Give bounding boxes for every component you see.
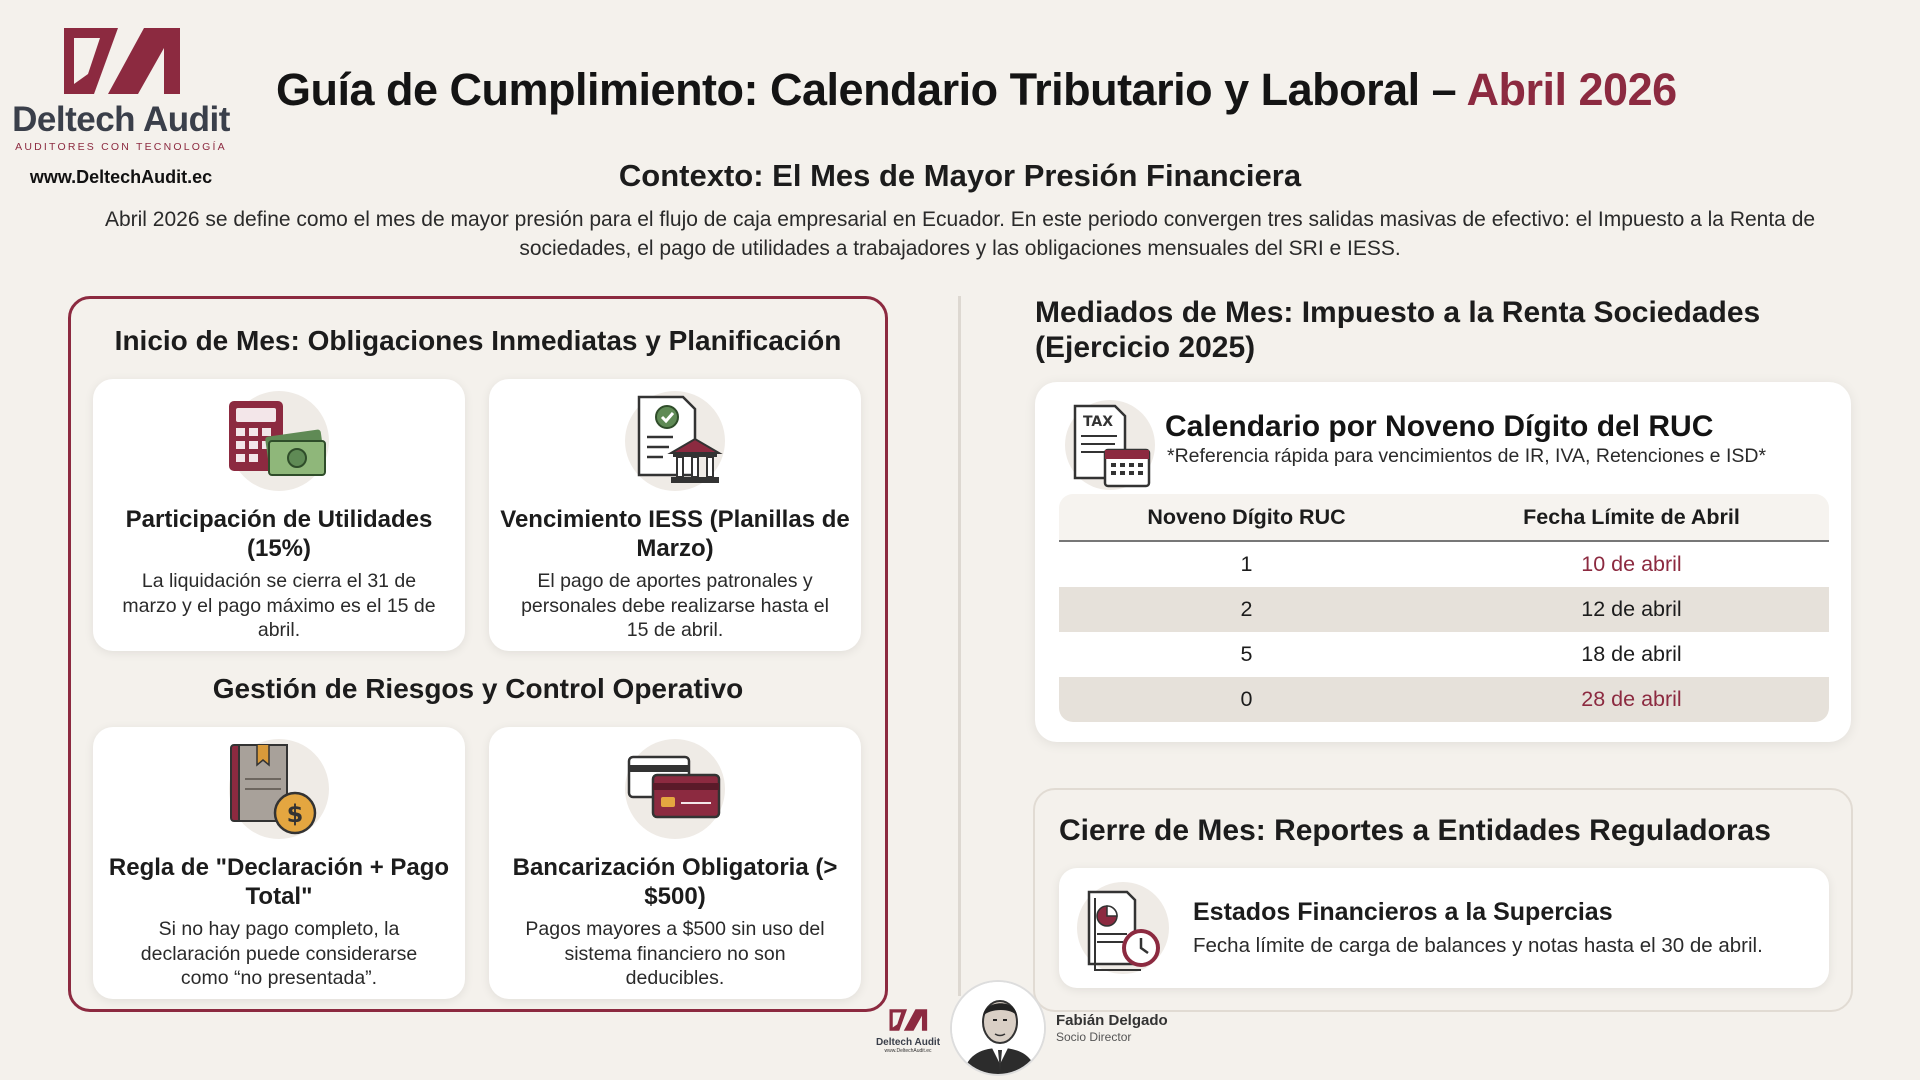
card-title: Bancarización Obligatoria (> $500) (512, 854, 838, 910)
avatar (950, 980, 1046, 1076)
svg-text:TAX: TAX (1082, 414, 1114, 430)
card-title: Regla de "Declaración + Pago Total" (108, 854, 450, 910)
book-coin-icon (229, 739, 329, 839)
card-text: Si no hay pago completo, la declaración puede considerarse como “no presentada”. (140, 918, 418, 989)
table-row (1059, 632, 1829, 677)
page-title (276, 64, 1677, 116)
card-declaracion (93, 727, 465, 999)
close-section-title: Cierre de Mes: Reportes a Entidades Reguladoras (1059, 814, 1771, 847)
table-row (1059, 587, 1829, 632)
column-header: Noveno Dígito RUC (1147, 504, 1346, 529)
page-title-main: Guía de Cumplimiento: Calendario Tributario y Laboral – (276, 64, 1467, 115)
tax-calendar-icon (1065, 400, 1155, 490)
card-text: La liquidación se cierra el 31 de marzo y el pago máximo es el 15 de abril. (122, 570, 436, 641)
footer-signature (870, 978, 1230, 1078)
supercias-card-title: Estados Financieros a la Supercias (1193, 898, 1613, 926)
table-cell-date: 10 de abril (1581, 552, 1682, 576)
person-name: Fabián Delgado (1056, 1012, 1168, 1029)
card-text: El pago de aportes patronales y personales debe realizarse hasta el 15 de abril. (521, 570, 829, 641)
document-bank-icon (625, 391, 725, 491)
table-cell-date: 28 de abril (1581, 687, 1682, 711)
card-title: Participación de Utilidades (15%) (125, 506, 433, 562)
calculator-money-icon (229, 391, 329, 491)
card-utilidades (93, 379, 465, 651)
brand-url[interactable]: www.DeltechAudit.ec (29, 167, 213, 187)
ruc-table (1059, 494, 1829, 722)
context-title: Contexto: El Mes de Mayor Presión Financiera (618, 158, 1302, 193)
ruc-card-title: Calendario por Noveno Dígito del RUC (1165, 410, 1714, 443)
card-iess (489, 379, 861, 651)
report-clock-icon (1077, 882, 1169, 974)
ruc-card-subtitle: *Referencia rápida para vencimientos de IR, IVA, Retenciones e ISD* (1167, 445, 1767, 467)
table-cell-digit: 1 (1240, 552, 1253, 576)
table-header (1059, 494, 1829, 542)
card-bancarizacion (489, 727, 861, 999)
deltech-logo-icon (888, 1008, 928, 1032)
supercias-card-text: Fecha límite de carga de balances y notas hasta el 30 de abril. (1193, 934, 1763, 957)
table-cell-digit: 2 (1240, 597, 1253, 621)
card-title: Vencimiento IESS (Planillas de Marzo) (500, 506, 850, 562)
table-cell-digit: 0 (1240, 687, 1253, 711)
column-header: Fecha Límite de Abril (1523, 504, 1740, 529)
table-cell-digit: 5 (1240, 642, 1253, 666)
column-divider (958, 296, 961, 996)
brand-name: Deltech Audit (12, 100, 230, 139)
supercias-card (1059, 868, 1829, 988)
ruc-calendar-card (1035, 382, 1851, 742)
mid-section-title: Mediados de Mes: Impuesto a la Renta Sociedades (Ejercicio 2025) (1035, 296, 1761, 364)
deltech-logo-icon (60, 24, 182, 98)
table-cell-date: 18 de abril (1581, 642, 1682, 666)
credit-cards-icon (625, 739, 725, 839)
table-row (1059, 542, 1829, 587)
footer-logo-url: www.DeltechAudit.ec (884, 1048, 932, 1054)
svg-text:$: $ (286, 800, 304, 828)
section-title-inicio: Inicio de Mes: Obligaciones Inmediatas y Planificación (114, 325, 842, 356)
footer-logo (872, 1008, 944, 1054)
left-panel (68, 296, 888, 1012)
brand-tagline: AUDITORES CON TECNOLOGÍA (15, 141, 227, 153)
person-role: Socio Director (1056, 1030, 1132, 1044)
page-title-accent: Abril 2026 (1466, 64, 1677, 115)
card-text: Pagos mayores a $500 sin uso del sistema financiero no son deducibles. (525, 918, 825, 989)
section-title-riesgos: Gestión de Riesgos y Control Operativo (212, 673, 744, 704)
table-cell-date: 12 de abril (1581, 597, 1682, 621)
table-row (1059, 677, 1829, 722)
context-text: Abril 2026 se define como el mes de mayor presión para el flujo de caja empresarial en Ecuador. En este periodo convergen tres salidas masivas de efectivo: el Impuesto a la Renta de sociedades, el pago de utilidades a trabajadores y las obligaciones mensuales del SRI e IESS. (104, 208, 1816, 260)
footer-logo-name: Deltech Audit (875, 1037, 941, 1048)
